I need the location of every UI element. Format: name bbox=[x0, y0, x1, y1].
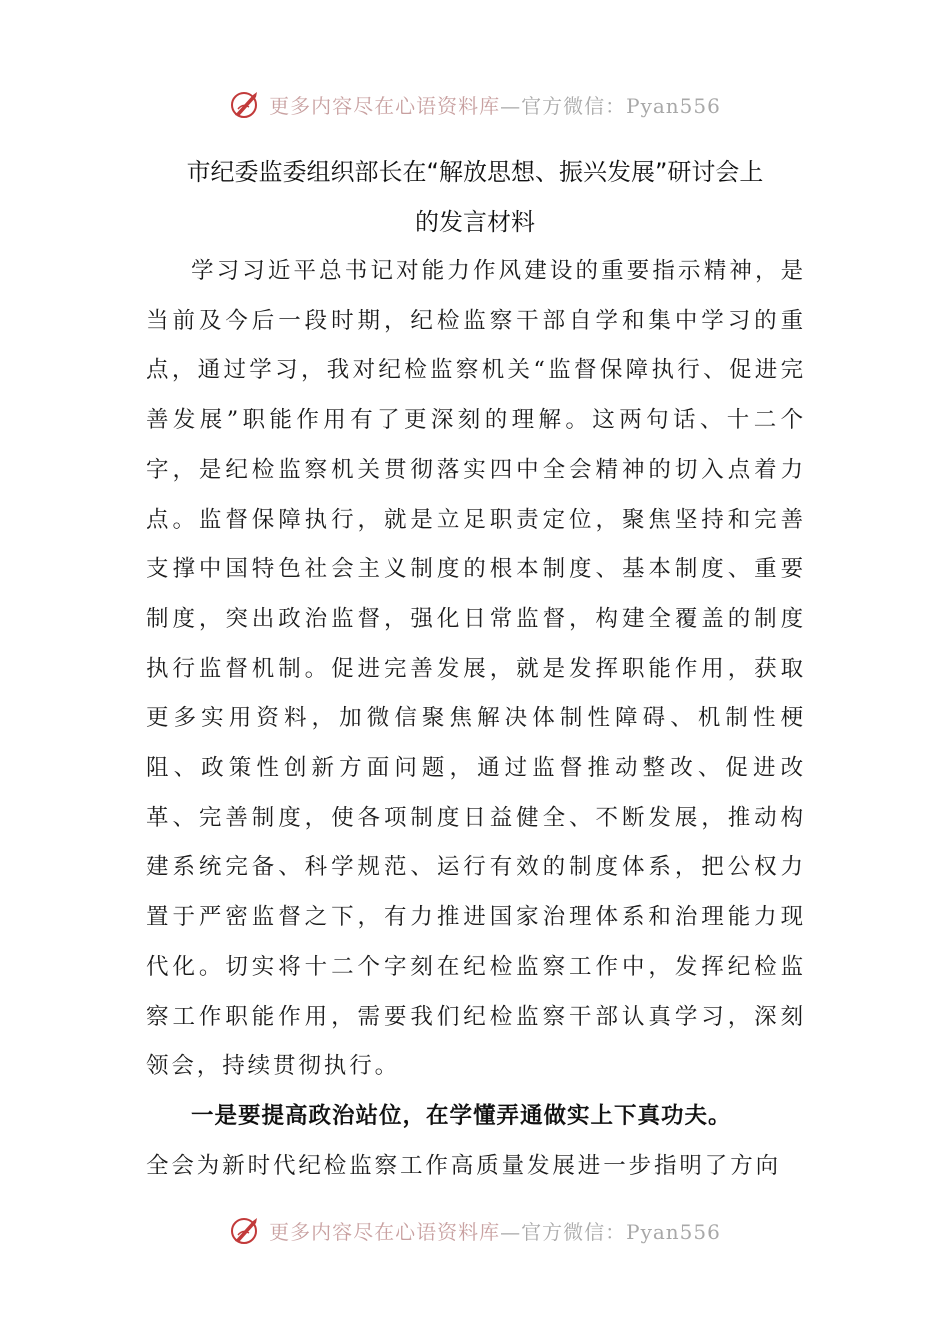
document-body bbox=[146, 247, 806, 1191]
title-line-1: 市纪委监委组织部长在“解放思想、振兴发展”研讨会上 bbox=[186, 158, 764, 186]
body-paragraph-1: 学习习近平总书记对能力作风建设的重要指示精神，是当前及今后一段时期，纪检监察干部自学和集中学习的重点，通过学习，我对纪检监察机关“监督保障执行、促进完善发展”职能作用有了更深刻的理解。这两句话、十二个字，是纪检监察机关贯彻落实四中全会精神的切入点着力点。监督保障执行，就是立足职责定位，聚焦坚持和完善支撑中国特色社会主义制度的根本制度、基本制度、重要制度，突出政治监督，强化日常监督，构建全覆盖的制度执行监督机制。促进完善发展，就是发挥职能作用，获取更多实用资料，加微信聚焦解决体制性障碍、机制性梗阻、政策性创新方面问题，通过监督推动整改、促进改革、完善制度，使各项制度日益健全、不断发展，推动构建系统完备、科学规范、运行有效的制度体系，把公权力置于严密监督之下，有力推进国家治理体系和治理能力现代化。切实将十二个字刻在纪检监察工作中，发挥纪检监察工作职能作用，需要我们纪检监察干部认真学习，深刻领会，持续贯彻执行。 bbox=[146, 258, 806, 1080]
body-paragraph-2: 全会为新时代纪检监察工作高质量发展进一步指明了方向 bbox=[146, 1152, 782, 1179]
pen-logo-icon bbox=[229, 1213, 263, 1247]
section-heading-1: 一是要提高政治站位，在学懂弄通做实上下真功夫。 bbox=[191, 1102, 732, 1129]
watermark-text: 更多内容尽在心语资料库—官方微信：Pyan556 bbox=[269, 1219, 721, 1244]
title-line-2: 的发言材料 bbox=[415, 208, 535, 236]
watermark-text: 更多内容尽在心语资料库—官方微信：Pyan556 bbox=[269, 93, 721, 118]
footer-watermark bbox=[0, 1210, 950, 1250]
header-watermark bbox=[0, 84, 950, 124]
pen-logo-icon bbox=[229, 87, 263, 121]
document-title bbox=[120, 147, 830, 247]
